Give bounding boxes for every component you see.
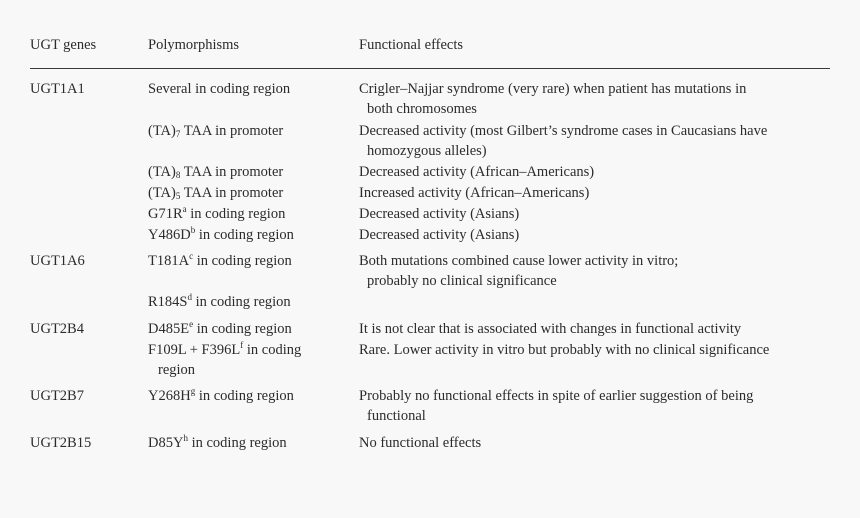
effect-cell: Decreased activity (most Gilbert’s syndrome cases in Caucasians have xyxy=(359,123,768,139)
gene-ugt2b15: UGT2B15 xyxy=(30,435,92,451)
header-functional-effects: Functional effects xyxy=(359,37,464,53)
effect-cell: Both mutations combined cause lower activity in vitro; xyxy=(359,253,679,269)
polymorphism-cell: $T181A^c$ in coding region xyxy=(148,251,292,269)
effect-cell-continued: both chromosomes xyxy=(367,101,477,117)
gene-ugt1a6: UGT1A6 xyxy=(30,253,85,269)
polymorphism-cell: $G71R^a$ in coding region xyxy=(148,204,286,222)
effect-cell: Increased activity (African–Americans) xyxy=(359,185,590,201)
effect-cell-continued: homozygous alleles) xyxy=(367,143,487,159)
header-genes: UGT genes xyxy=(30,37,97,53)
polymorphism-cell: $R184S^d$ in coding region xyxy=(148,292,291,310)
effect-cell: It is not clear that is associated with changes in functional activity xyxy=(359,321,742,337)
effect-cell: Decreased activity (Asians) xyxy=(359,227,520,243)
polymorphism-cell: $(TA)_5$ TAA in promoter xyxy=(148,185,284,201)
polymorphism-cell: $D85Y^h$ in coding region xyxy=(148,433,287,451)
effect-cell: Rare. Lower activity in vitro but probably with no clinical significance xyxy=(359,342,770,358)
effect-cell-continued: functional xyxy=(367,408,426,424)
effect-cell: Decreased activity (Asians) xyxy=(359,206,520,222)
polymorphism-cell: $F109L + F396L^f$ in coding xyxy=(148,340,302,358)
gene-ugt2b4: UGT2B4 xyxy=(30,321,84,337)
effect-cell-continued: probably no clinical significance xyxy=(367,273,557,289)
polymorphism-cell: $(TA)_8$ TAA in promoter xyxy=(148,164,284,180)
header-polymorphisms: Polymorphisms xyxy=(148,37,240,53)
effect-cell: Probably no functional effects in spite of earlier suggestion of being xyxy=(359,388,754,404)
polymorphism-cell: Several in coding region xyxy=(148,81,291,97)
polymorphism-cell: $(TA)_7$ TAA in promoter xyxy=(148,123,284,139)
header-rule xyxy=(30,68,830,69)
gene-ugt1a1: UGT1A1 xyxy=(30,81,85,97)
polymorphism-cell: $D485E^e$ in coding region xyxy=(148,319,292,337)
effect-cell: Crigler–Najjar syndrome (very rare) when patient has mutations in xyxy=(359,81,747,97)
effect-cell: No functional effects xyxy=(359,435,482,451)
polymorphism-cell: $Y486D^b$ in coding region xyxy=(148,225,294,243)
gene-ugt2b7: UGT2B7 xyxy=(30,388,84,404)
polymorphism-cell: $Y268H^g$ in coding region xyxy=(148,386,294,404)
effect-cell: Decreased activity (African–Americans) xyxy=(359,164,595,180)
polymorphism-cell-continued: region xyxy=(158,362,196,378)
